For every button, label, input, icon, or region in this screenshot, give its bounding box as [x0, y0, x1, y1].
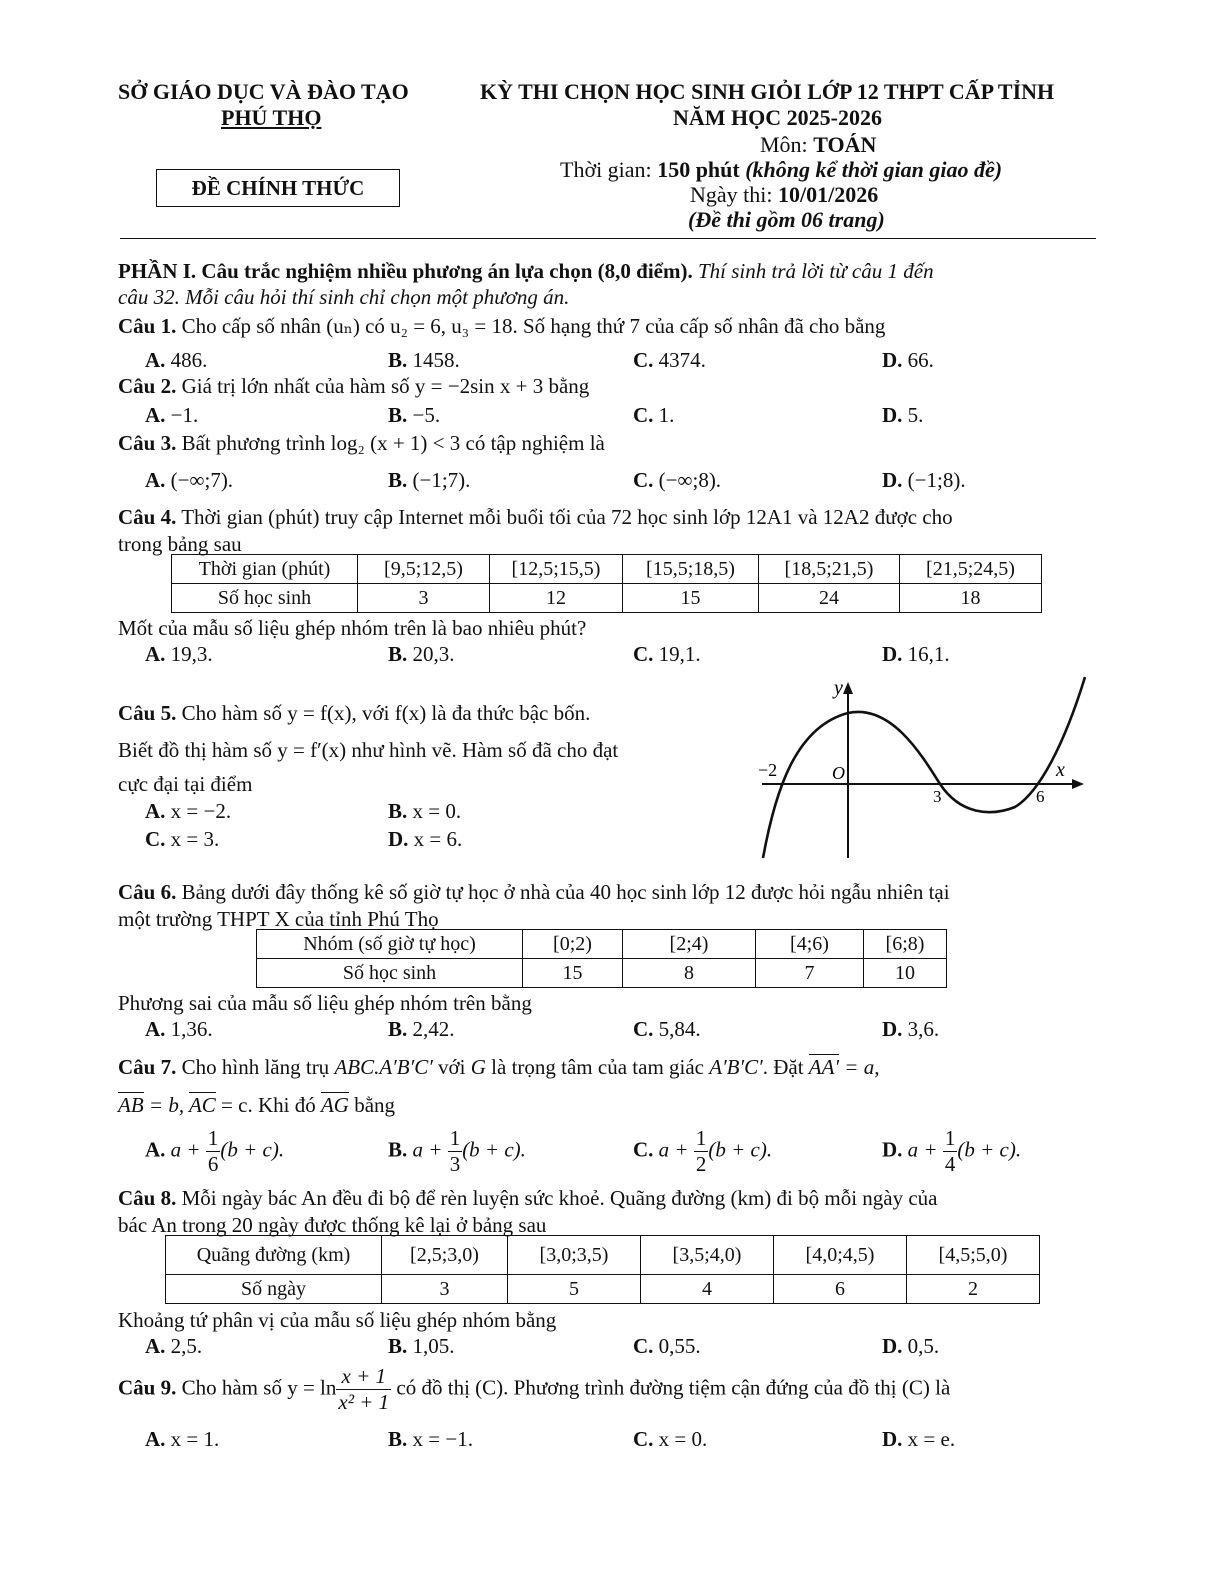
question-label: Câu 1.	[118, 314, 177, 338]
q5-option-a[interactable]: A. x = −2.	[145, 799, 232, 823]
derivative-graph	[750, 672, 1095, 862]
question-label: Câu 5.	[118, 701, 177, 725]
table-cell: 5	[508, 1275, 641, 1304]
question-6-stem-2: một trường THPT X của tỉnh Phú Thọ	[118, 907, 439, 931]
x-axis-label: x	[1056, 759, 1065, 781]
question-label: Câu 8.	[118, 1186, 177, 1210]
exam-title: KỲ THI CHỌN HỌC SINH GIỎI LỚP 12 THPT CẤP TỈNH	[480, 79, 1055, 104]
table-cell: 6	[774, 1275, 907, 1304]
q2-option-b[interactable]: B. −5.	[388, 403, 441, 427]
table-cell: [4,0;4,5)	[774, 1236, 907, 1275]
y-axis-arrow	[843, 682, 853, 694]
question-8-stem-2: bác An trong 20 ngày được thống kê lại ở bảng sau	[118, 1213, 547, 1237]
q7-option-d[interactable]: D. a + $\frac{1}{4}$ (b + c).	[882, 1126, 1022, 1176]
question-label: Câu 9.	[118, 1375, 177, 1400]
q7-option-c[interactable]: C. a + $\frac{1}{2}$ (b + c).	[633, 1126, 773, 1176]
table-cell: [3,0;3,5)	[508, 1236, 641, 1275]
question-label: Câu 4.	[118, 505, 177, 529]
q4-option-d[interactable]: D. 16,1.	[882, 642, 950, 666]
table-cell: Số ngày	[166, 1275, 382, 1304]
q5-option-c[interactable]: C. x = 3.	[145, 827, 220, 851]
table-cell: [18,5;21,5)	[759, 555, 900, 584]
q9-option-c[interactable]: C. x = 0.	[633, 1427, 708, 1451]
table-cell: [6;8)	[864, 930, 947, 959]
table-row	[172, 555, 1042, 584]
question-7: Câu 7. Cho hình lăng trụ ABC.A′B′C′ với G là trọng tâm của tam giác A′B′C′. Đặt AA′ = a,	[118, 1055, 880, 1079]
q1-option-a[interactable]: A. 486.	[145, 348, 208, 372]
q8-frequency-table	[165, 1235, 1040, 1304]
q2-option-d[interactable]: D. 5.	[882, 403, 924, 427]
table-cell: 3	[382, 1275, 508, 1304]
q8-option-d[interactable]: D. 0,5.	[882, 1334, 940, 1358]
table-cell: 18	[900, 584, 1042, 613]
q3-option-a[interactable]: A. (−∞;7).	[145, 468, 234, 492]
date-label: Ngày thi:	[690, 182, 778, 207]
question-stem: Cho hàm số y = f(x), với f(x) là đa thức bậc bốn.	[176, 701, 591, 725]
x-axis-arrow	[1072, 779, 1084, 789]
tick-label-neg2: −2	[758, 760, 778, 780]
q8-option-b[interactable]: B. 1,05.	[388, 1334, 455, 1358]
date-line	[690, 181, 878, 209]
table-cell: 8	[623, 959, 756, 988]
question-stem: Thời gian (phút) truy cập Internet mỗi buổi tối của 72 học sinh lớp 12A1 và 12A2 được cho	[176, 505, 953, 529]
table-cell: Số học sinh	[257, 959, 523, 988]
q6-option-c[interactable]: C. 5,84.	[633, 1017, 701, 1041]
question-9: Câu 9. Cho hàm số y = ln $\frac{x + 1}{\text{x² + 1}}$ có đồ thị (C). Phương trình đường tiệm cận đứng của đồ thị (C) là	[118, 1364, 951, 1414]
table-cell: 4	[641, 1275, 774, 1304]
q2-option-c[interactable]: C. 1.	[633, 403, 675, 427]
question-6-after: Phương sai của mẫu số liệu ghép nhóm trên bằng	[118, 991, 532, 1015]
question-3	[118, 430, 605, 456]
q7-option-b[interactable]: B. a + $\frac{1}{3}$ (b + c).	[388, 1126, 526, 1176]
part1-title: PHẦN I. Câu trắc nghiệm nhiều phương án lựa chọn (8,0 điểm).	[118, 259, 693, 283]
question-5-stem-3: cực đại tại điểm	[118, 772, 253, 796]
q9-option-a[interactable]: A. x = 1.	[145, 1427, 220, 1451]
question-stem: Bất phương trình log₂ (x + 1) < 3 có tập nghiệm là	[176, 431, 605, 455]
q2-option-a[interactable]: A. −1.	[145, 403, 199, 427]
question-7-stem-2: AB = b, AC = c. Khi đó AG bằng	[118, 1093, 396, 1117]
table-cell: Quãng đường (km)	[166, 1236, 382, 1275]
table-cell: 2	[907, 1275, 1040, 1304]
q5-option-b[interactable]: B. x = 0.	[388, 799, 462, 823]
time-note: (không kể thời gian giao đề)	[745, 157, 1003, 182]
table-cell: [3,5;4,0)	[641, 1236, 774, 1275]
derivative-curve	[763, 677, 1085, 858]
question-2	[118, 373, 589, 399]
table-cell: 15	[523, 959, 623, 988]
header-divider	[120, 238, 1096, 239]
table-row	[166, 1275, 1040, 1304]
time-line	[560, 156, 1002, 184]
q8-option-a[interactable]: A. 2,5.	[145, 1334, 203, 1358]
date-value: 10/01/2026	[778, 182, 879, 207]
origin-label: O	[832, 763, 845, 783]
question-5-stem-2: Biết đồ thị hàm số y = f′(x) như hình vẽ. Hàm số đã cho đạt	[118, 738, 619, 762]
subject-label: Môn:	[760, 132, 814, 157]
table-row	[257, 930, 947, 959]
q9-option-b[interactable]: B. x = −1.	[388, 1427, 473, 1451]
q4-option-c[interactable]: C. 19,1.	[633, 642, 701, 666]
table-cell: Nhóm (số giờ tự học)	[257, 930, 523, 959]
table-row	[166, 1236, 1040, 1275]
question-label: Câu 2.	[118, 374, 177, 398]
q4-option-b[interactable]: B. 20,3.	[388, 642, 455, 666]
question-6	[118, 879, 950, 905]
official-stamp: ĐỀ CHÍNH THỨC	[156, 169, 400, 207]
q8-option-c[interactable]: C. 0,55.	[633, 1334, 701, 1358]
table-row	[172, 584, 1042, 613]
q1-option-b[interactable]: B. 1458.	[388, 348, 460, 372]
part1-instruction-2: câu 32. Mỗi câu hỏi thí sinh chỉ chọn một phương án.	[118, 285, 570, 309]
part1-instruction: Thí sinh trả lời từ câu 1 đến	[697, 259, 934, 283]
table-cell: Số học sinh	[172, 584, 358, 613]
table-cell: [12,5;15,5)	[490, 555, 623, 584]
q3-option-c[interactable]: C. (−∞;8).	[633, 468, 722, 492]
table-cell: Thời gian (phút)	[172, 555, 358, 584]
question-label: Câu 3.	[118, 431, 177, 455]
question-stem: Bảng dưới đây thống kê số giờ tự học ở nhà của 40 học sinh lớp 12 được hỏi ngẫu nhiên tại	[176, 880, 950, 904]
table-cell: 15	[623, 584, 759, 613]
question-4	[118, 504, 953, 530]
question-9-fraction: $\frac{x + 1}{\text{x² + 1}}$	[338, 1364, 390, 1414]
subject-name: TOÁN	[813, 132, 877, 157]
department-name: SỞ GIÁO DỤC VÀ ĐÀO TẠO	[118, 79, 409, 104]
q6-option-a[interactable]: A. 1,36.	[145, 1017, 213, 1041]
q6-option-d[interactable]: D. 3,6.	[882, 1017, 940, 1041]
question-1	[118, 313, 885, 339]
question-label: Câu 6.	[118, 880, 177, 904]
tick-label-3: 3	[933, 787, 942, 806]
question-8-after: Khoảng tứ phân vị của mẫu số liệu ghép nhóm bằng	[118, 1308, 557, 1332]
tick-label-6: 6	[1036, 787, 1045, 806]
q7-option-a[interactable]: A. a + $\frac{1}{6}$ (b + c).	[145, 1126, 285, 1176]
school-year: NĂM HỌC 2025-2026	[673, 105, 882, 130]
y-axis-label: y	[834, 677, 843, 699]
table-row	[257, 959, 947, 988]
table-cell: [4,5;5,0)	[907, 1236, 1040, 1275]
question-stem: Mỗi ngày bác An đều đi bộ để rèn luyện sức khoẻ. Quãng đường (km) đi bộ mỗi ngày của	[176, 1186, 938, 1210]
q1-option-c[interactable]: C. 4374.	[633, 348, 706, 372]
table-cell: [0;2)	[523, 930, 623, 959]
table-cell: [4;6)	[756, 930, 864, 959]
q6-option-b[interactable]: B. 2,42.	[388, 1017, 455, 1041]
table-cell: 10	[864, 959, 947, 988]
subject-line	[760, 131, 876, 159]
table-cell: 7	[756, 959, 864, 988]
q3-option-b[interactable]: B. (−1;7).	[388, 468, 471, 492]
q1-option-d[interactable]: D. 66.	[882, 348, 934, 372]
province-name: PHÚ THỌ	[221, 105, 322, 130]
question-stem: Giá trị lớn nhất của hàm số y = −2sin x + 3 bằng	[176, 374, 590, 398]
question-4-after: Mốt của mẫu số liệu ghép nhóm trên là bao nhiêu phút?	[118, 616, 587, 640]
q5-option-d[interactable]: D. x = 6.	[388, 827, 463, 851]
q4-option-a[interactable]: A. 19,3.	[145, 642, 213, 666]
table-cell: 12	[490, 584, 623, 613]
q4-frequency-table	[171, 554, 1042, 613]
time-value: 150 phút	[657, 157, 740, 182]
question-4-stem-2: trong bảng sau	[118, 532, 242, 556]
time-label: Thời gian:	[560, 157, 658, 182]
question-label: Câu 7.	[118, 1055, 177, 1079]
table-cell: [2;4)	[623, 930, 756, 959]
table-cell: 24	[759, 584, 900, 613]
table-cell: [9,5;12,5)	[358, 555, 490, 584]
question-5	[118, 700, 590, 726]
q3-option-d[interactable]: D. (−1;8).	[882, 468, 966, 492]
table-cell: [15,5;18,5)	[623, 555, 759, 584]
part1-line1	[118, 258, 934, 284]
q6-frequency-table	[256, 929, 947, 988]
table-cell: 3	[358, 584, 490, 613]
table-cell: [21,5;24,5)	[900, 555, 1042, 584]
table-cell: [2,5;3,0)	[382, 1236, 508, 1275]
question-8	[118, 1185, 938, 1211]
pages-note: (Đề thi gồm 06 trang)	[688, 207, 885, 232]
question-stem: Cho cấp số nhân (uₙ) có u₂ = 6, u₃ = 18. Số hạng thứ 7 của cấp số nhân đã cho bằng	[176, 314, 886, 338]
q9-option-d[interactable]: D. x = e.	[882, 1427, 956, 1451]
